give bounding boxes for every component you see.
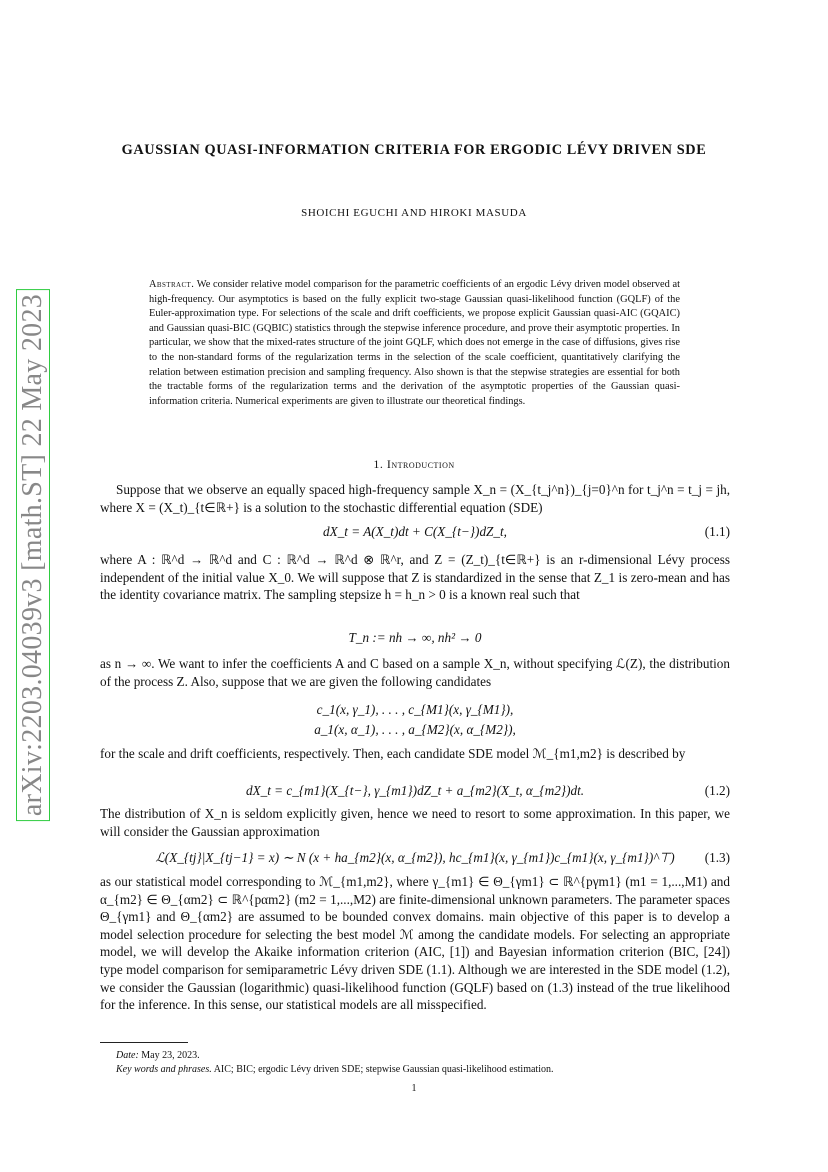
section-heading — [100, 457, 728, 472]
equation-candidates-scale-expr: c_1(x, γ_1), . . . , c_{M1}(x, γ_{M1}), — [316, 702, 514, 717]
paper-title: GAUSSIAN QUASI-INFORMATION CRITERIA FOR ERGODIC LÉVY DRIVEN SDE — [121, 142, 707, 158]
footnote-keywords — [116, 1063, 553, 1077]
paragraph-4-text: for the scale and drift coefficients, respectively. Then, each candidate SDE model ℳ_{m1,m2} is described by — [100, 746, 686, 761]
page-number: 1 — [411, 1083, 417, 1094]
paragraph-2 — [100, 551, 730, 604]
footnote-rule — [100, 1042, 188, 1043]
equation-1-1-expr: dX_t = A(X_t)dt + C(X_{t−})dZ_t, — [323, 524, 507, 539]
footnote-keywords-label: Key words and phrases. — [116, 1064, 212, 1075]
footnote-date — [116, 1049, 200, 1063]
abstract-label: Abstract. — [149, 279, 195, 290]
paragraph-1-text: Suppose that we observe an equally spaced high-frequency sample X_n = (X_{t_j^n})_{j=0}^n for t_j^n = t_j = jh, where X = (X_t)_{t∈ℝ+} is a solution to the stochastic differential equation (SDE) — [100, 482, 730, 515]
paragraph-2-text: where A : ℝ^d → ℝ^d and C : ℝ^d → ℝ^d ⊗ ℝ^r, and Z = (Z_t)_{t∈ℝ+} is an r-dimensional Lévy process independent of the initial value X_0. We will suppose that Z is standardized in the sense that Z_1 is zero-mean and has the identity covariance matrix. The sampling stepsize h = h_n > 0 is a known real such that — [100, 552, 730, 603]
paragraph-6-text: as our statistical model corresponding to ℳ_{m1,m2}, where γ_{m1} ∈ Θ_{γm1} ⊂ ℝ^{pγm1} (m1 = 1,...,M1) and α_{m2} ∈ Θ_{αm2} ⊂ ℝ^{pαm2} (m2 = 1,...,M2) are finite-dimensional unknown parameters. The parameter spaces Θ_{γm1} and Θ_{αm2} are assumed to be bounded convex domains. main objective of this paper is to develop a model selection procedure for selecting the best model ℳ among the candidate models. For selecting an appropriate model, we will develop the Akaike information criterion (AIC, [1]) and Bayesian information criterion (BIC, [24]) type model comparison for semiparametric Lévy driven SDE (1.1). Although we are interested in the SDE model (1.2), we consider the Gaussian (logarithmic) quasi-likelihood function (GQLF) based on (1.3) instead of the true likelihood for the inference. In this sense, our statistical models are all misspecified. — [100, 874, 730, 1013]
abstract — [149, 278, 680, 409]
equation-1-2-number: (1.2) — [704, 783, 730, 798]
equation-candidates-drift-expr: a_1(x, α_1), . . . , a_{M2}(x, α_{M2}), — [314, 722, 516, 737]
equation-1-1-number: (1.1) — [704, 524, 730, 539]
arxiv-sidebar — [0, 0, 68, 1172]
footnote-keywords-value: AIC; BIC; ergodic Lévy driven SDE; stepwise Gaussian quasi-likelihood estimation. — [213, 1064, 554, 1075]
paragraph-1 — [100, 481, 730, 516]
footnote-date-label: Date: — [116, 1050, 139, 1061]
arxiv-identifier-link[interactable]: arXiv:2203.04039v3 [math.ST] 22 May 2023 — [17, 290, 49, 820]
equation-rate-expr: T_n := nh → ∞, nh² → 0 — [348, 630, 482, 645]
equation-1-2-expr: dX_t = c_{m1}(X_{t−}, γ_{m1})dZ_t + a_{m2}(X_t, α_{m2})dt. — [245, 783, 585, 798]
section-title: Introduction — [386, 457, 455, 471]
paragraph-5 — [100, 805, 730, 840]
paragraph-5-text: The distribution of X_n is seldom explicitly given, hence we need to resort to some approximation. In this paper, we will consider the Gaussian approximation — [100, 806, 730, 839]
footnote-date-value: May 23, 2023. — [141, 1050, 200, 1061]
abstract-text: We consider relative model comparison for the parametric coefficients of an ergodic Lévy driven model observed at high-frequency. Our asymptotics is based on the fully explicit two-stage Gaussian quasi-likelihood function (GQLF) of the Euler-approximation type. For selections of the scale and drift coefficients, we propose explicit Gaussian quasi-AIC (GQAIC) and Gaussian quasi-BIC (GQBIC) statistics through the stepwise inference procedure, and prove their asymptotic properties. In particular, we show that the mixed-rates structure of the joint GQLF, which does not emerge in the case of diffusions, gives rise to the non-standard forms of the regularization terms in the selection of the scale coefficient, quantitatively clarifying the relation between estimation precision and sampling frequency. Also shown is that the stepwise strategies are essential for both the tractable forms of the regularization terms and the derivation of the asymptotic properties of the Gaussian quasi-information criteria. Numerical experiments are given to illustrate our theoretical findings. — [149, 279, 680, 407]
section-number: 1. — [373, 457, 384, 471]
paragraph-6 — [100, 873, 730, 1014]
paper-authors: SHOICHI EGUCHI AND HIROKI MASUDA — [301, 207, 527, 219]
paragraph-3 — [100, 655, 730, 690]
equation-1-3-expr: ℒ(X_{tj}|X_{tj−1} = x) ∼ N (x + ha_{m2}(x, α_{m2}), hc_{m1}(x, γ_{m1})c_{m1}(x, γ_{m1})^⊤) — [155, 850, 675, 865]
equation-1-3-number: (1.3) — [704, 850, 730, 865]
paragraph-3-text: as n → ∞. We want to infer the coefficients A and C based on a sample X_n, without specifying ℒ(Z), the distribution of the process Z. Also, suppose that we are given the following candidates — [100, 656, 730, 689]
paragraph-4 — [100, 745, 730, 763]
